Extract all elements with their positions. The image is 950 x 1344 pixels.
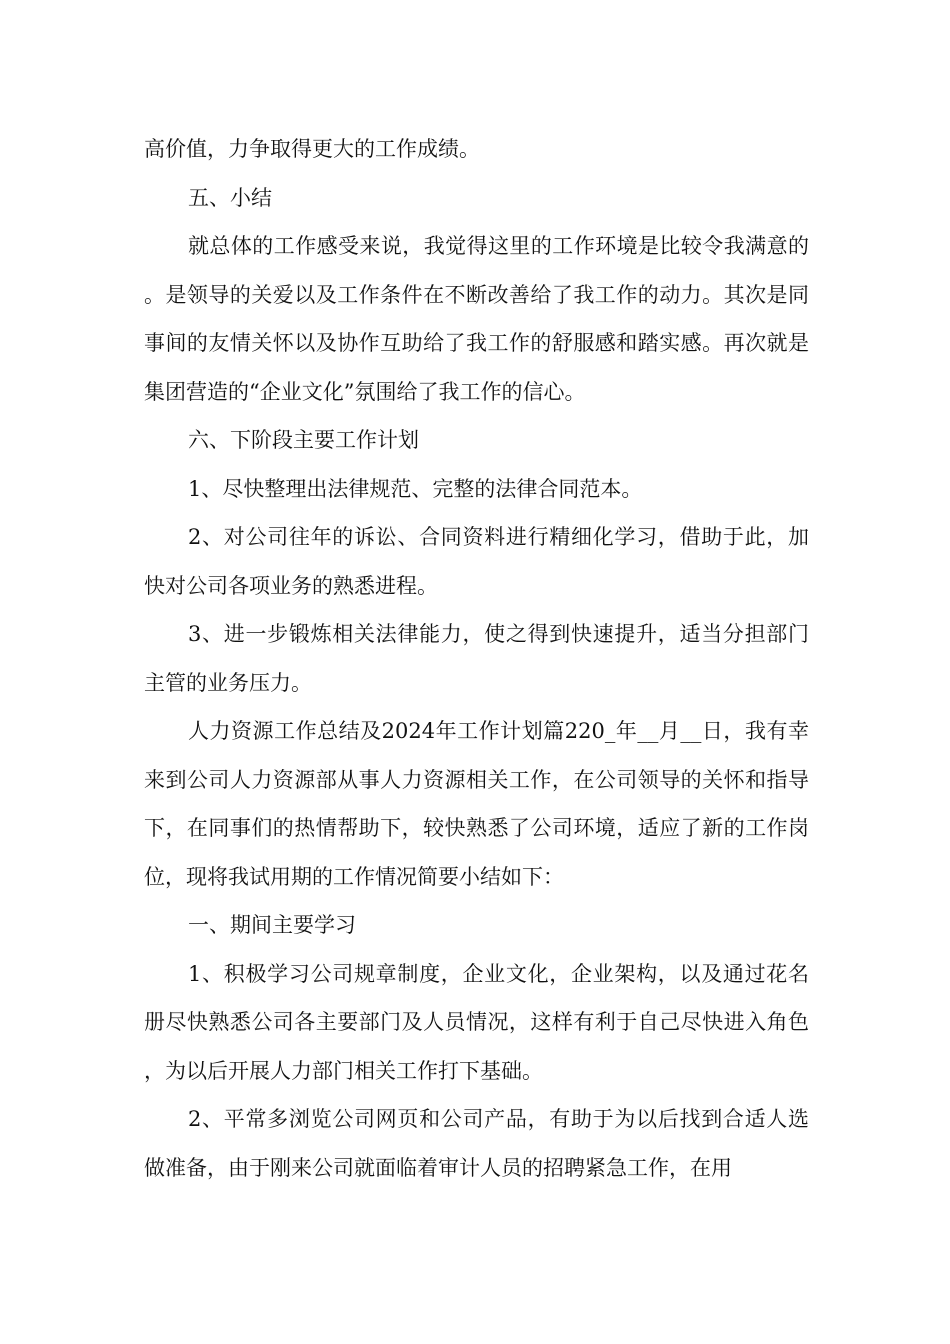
paragraph-hr-intro: 人力资源工作总结及2024年工作计划篇220_年__月__日，我有幸来到公司人力资源部从事人力资源相关工作，在公司领导的关怀和指导下，在同事们的热情帮助下，较快熟悉了公司环境，适应了新的工作岗位，现将我试用期的工作情况简要小结如下：: [144, 719, 809, 889]
section-heading-summary: 五、小结: [188, 185, 272, 210]
section-heading-next-plan: 六、下阶段主要工作计划: [188, 428, 419, 452]
plan-item-3: 3、进一步锻炼相关法律能力，使之得到快速提升，适当分担部门主管的业务压力。: [144, 622, 809, 695]
study-item-1: 1、积极学习公司规章制度，企业文化，企业架构，以及通过花名册尽快熟悉公司各主要部门及人员情况，这样有利于自己尽快进入角色，为以后开展人力部门相关工作打下基础。: [144, 961, 809, 1083]
document-body: [144, 125, 809, 1192]
paragraph-summary: 就总体的工作感受来说，我觉得这里的工作环境是比较令我满意的。是领导的关爱以及工作条件在不断改善给了我工作的动力。其次是同事间的友情关怀以及协作互助给了我工作的舒服感和踏实感。再次就是集团营造的“企业文化”氛围给了我工作的信心。: [144, 234, 809, 404]
study-item-2: 2、平常多浏览公司网页和公司产品，有助于为以后找到合适人选做准备，由于刚来公司就面临着审计人员的招聘紧急工作，在用: [144, 1107, 809, 1180]
paragraph-continuation: 高价值，力争取得更大的工作成绩。: [144, 137, 480, 161]
plan-item-2: 2、对公司往年的诉讼、合同资料进行精细化学习，借助于此，加快对公司各项业务的熟悉进程。: [144, 525, 809, 598]
section-heading-study: 一、期间主要学习: [188, 913, 356, 937]
plan-item-1: 1、尽快整理出法律规范、完整的法律合同范本。: [188, 476, 643, 501]
